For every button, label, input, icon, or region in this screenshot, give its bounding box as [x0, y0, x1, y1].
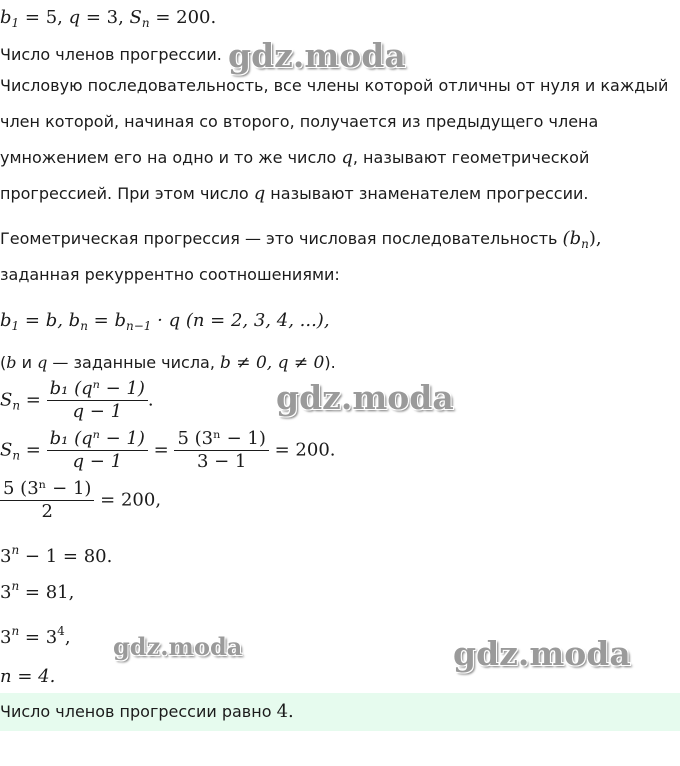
sum-formula: $S_n$ = $\frac{\text{b₁ (qⁿ − 1)}}{q - 1}$ . — [0, 378, 154, 422]
step-2: $3^n - 1 = 80$. — [0, 543, 113, 567]
step-1: $\frac{\text{5 (3ⁿ − 1)}}{2}$ = 200, — [0, 478, 161, 523]
answer-box — [0, 693, 680, 731]
given-line: $b_1 = 5$, q = 3, $S_n = 200$. — [0, 7, 217, 30]
definition-line-3: умножением его на одно и то же число q, называют геометрической — [0, 147, 590, 168]
watermark-2: gdz.moda — [276, 378, 454, 417]
sum-calculation: $S_n$ = $\frac{\text{b₁ (qⁿ − 1)}}{q - 1}$ = $\frac{\text{5 (3ⁿ − 1)}}{3 - 1}$ = 200. — [0, 428, 336, 472]
watermark-1: gdz.moda — [228, 36, 406, 75]
recurrence-formula: $b_1 = b$, $b_n = b_{n-1} \cdot q$ (n = 2, 3, 4, ...), — [0, 310, 330, 333]
question-text: Число членов прогрессии. — [0, 45, 222, 64]
recurrence-line-2: заданная рекуррентно соотношениями: — [0, 265, 340, 284]
step-3: $3^n = 81$, — [0, 579, 75, 603]
watermark-3: gdz.moda — [113, 632, 243, 661]
recurrence-line-1: Геометрическая прогрессия — это числовая последовательность $(b_n)$, — [0, 228, 602, 251]
answer-value: 4. — [276, 701, 294, 722]
definition-line-4: прогрессией. При этом число q называют знаменателем прогрессии. — [0, 183, 589, 204]
recurrence-conditions: (b и q — заданные числа, b ≠ 0, q ≠ 0). — [0, 353, 336, 373]
answer-text: Число членов прогрессии равно — [0, 702, 277, 721]
sum-fraction: $\frac{\text{b₁ (qⁿ − 1)}}{q - 1}$ — [47, 378, 148, 423]
definition-line-1: Числовую последовательность, все члены которой отличны от нуля и каждый — [0, 76, 669, 95]
definition-line-2: член которой, начиная со второго, получается из предыдущего члена — [0, 112, 599, 131]
watermark-4: gdz.moda — [453, 634, 631, 673]
step-5: n = 4. — [0, 666, 56, 687]
step-4: $3^n = 3^4$, — [0, 624, 71, 648]
